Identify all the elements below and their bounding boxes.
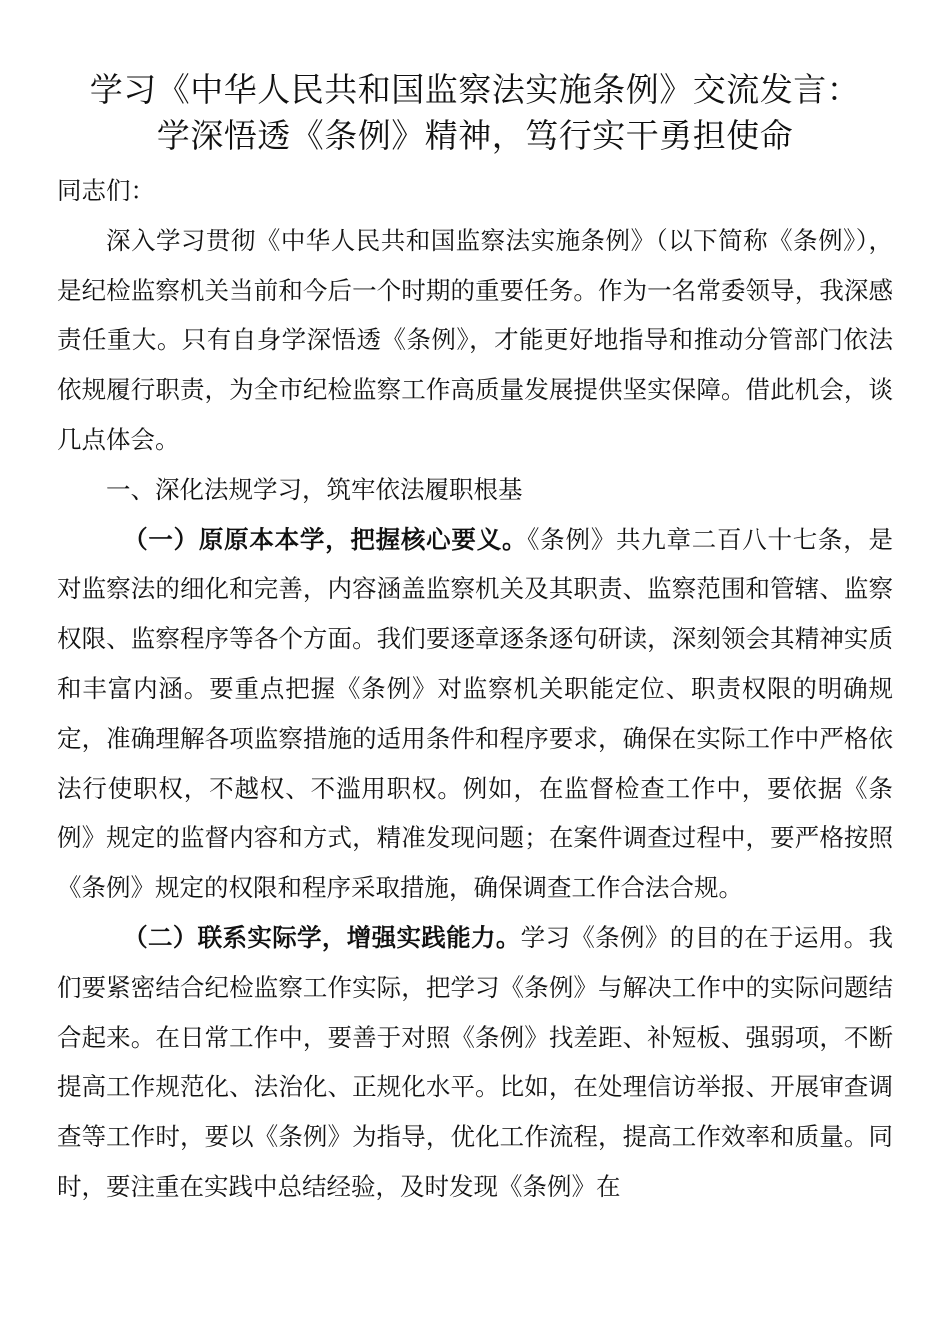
paragraph-2-body: 学习《条例》的目的在于运用。我们要紧密结合纪检监察工作实际，把学习《条例》与解决工作中的实际问题结合起来。在日常工作中，要善于对照《条例》找差距、补短板、强弱项，不断提高工作规范化、法治化、正规化水平。比如，在处理信访举报、开展审查调查等工作时，要以《条例》为指导，优化工作流程，提高工作效率和质量。同时，要注重在实践中总结经验，及时发现《条例》在 <box>57 922 894 1201</box>
section-heading-1: 一、深化法规学习，筑牢依法履职根基 <box>106 474 523 504</box>
paragraph-2-lead: （二）联系实际学，增强实践能力。 <box>123 922 521 952</box>
paragraph-2 <box>57 913 893 1212</box>
paragraph-1-body: 《条例》共九章二百八十七条，是对监察法的细化和完善，内容涵盖监察机关及其职责、监察范围和管辖、监察权限、监察程序等各个方面。我们要逐章逐条逐句研读，深刻领会其精神实质和丰富内涵。要重点把握《条例》对监察机关职能定位、职责权限的明确规定，准确理解各项监察措施的适用条件和程序要求，确保在实际工作中严格依法行使职权，不越权、不滥用职权。例如，在监督检查工作中，要依据《条例》规定的监督内容和方式，精准发现问题；在案件调查过程中，要严格按照《条例》规定的权限和程序采取措施，确保调查工作合法合规。 <box>57 524 894 903</box>
document-title-line-1: 学习《中华人民共和国监察法实施条例》交流发言： <box>89 70 861 109</box>
document-title-line-2: 学深悟透《条例》精神，笃行实干勇担使命 <box>156 116 794 155</box>
document-body <box>57 166 893 1212</box>
salutation: 同志们： <box>57 176 155 205</box>
intro-paragraph: 深入学习贯彻《中华人民共和国监察法实施条例》（以下简称《条例》），是纪检监察机关当前和今后一个时期的重要任务。作为一名常委领导，我深感责任重大。只有自身学深悟透《条例》，才能更好地指导和推动分管部门依法依规履行职责，为全市纪检监察工作高质量发展提供坚实保障。借此机会，谈几点体会。 <box>57 225 893 454</box>
paragraph-1 <box>57 515 893 913</box>
paragraph-1-lead: （一）原原本本学，把握核心要义。 <box>123 524 528 554</box>
